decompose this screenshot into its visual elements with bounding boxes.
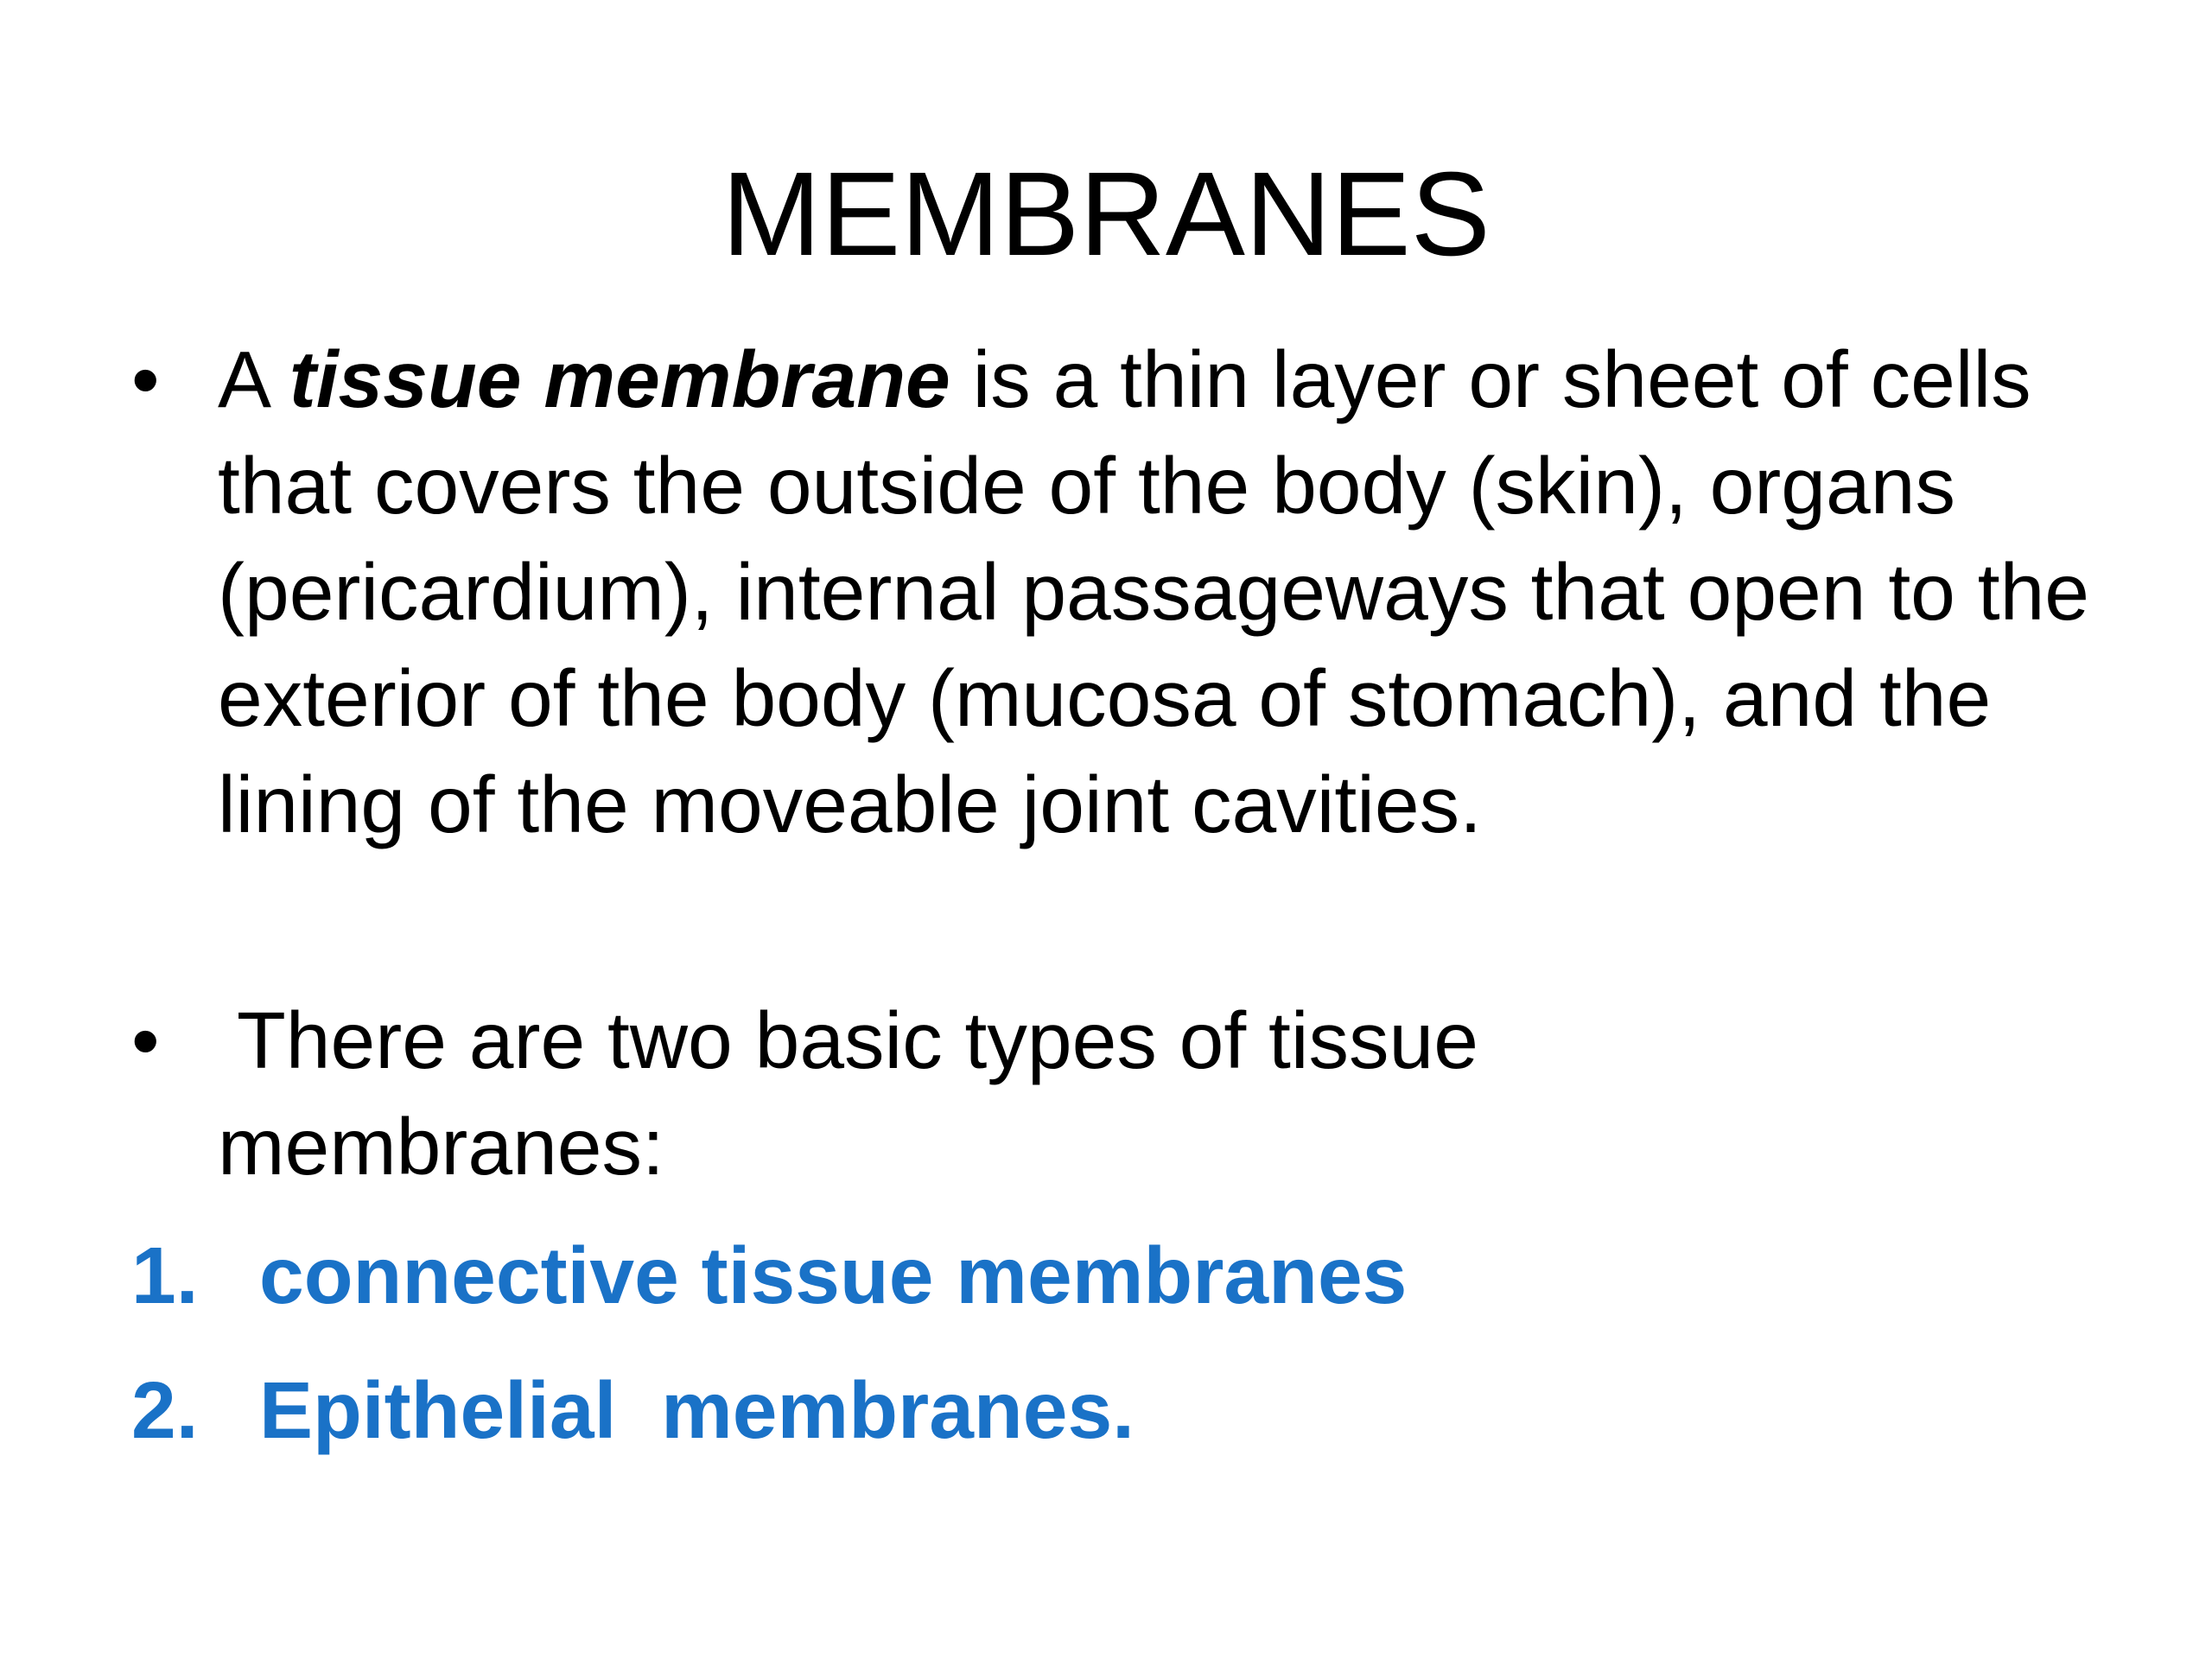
bullet-body: There are two basic types of tissue — [237, 995, 1479, 1085]
slide-title: MEMBRANES — [721, 148, 1491, 281]
bullet-marker: • — [131, 334, 160, 424]
list-number: 1. — [131, 1230, 199, 1320]
bullet-body: is a thin layer or sheet of cells that covers the outside of the body (skin), organs (pericardium), internal passageways that open to the exterior of the body (mucosa of stomach), and the lining of the moveable joint cavities. — [218, 334, 2090, 849]
bullet-text — [218, 327, 2119, 858]
list-number: 2. — [131, 1365, 199, 1455]
list-label: connective tissue membranes — [259, 1230, 1408, 1320]
numbered-item-connective — [131, 1223, 1407, 1329]
key-term: tissue membrane — [289, 334, 950, 424]
bullet-body-continued: membranes: — [218, 1102, 664, 1192]
bullet-marker: • — [131, 995, 160, 1085]
bullet-item-definition — [131, 327, 2119, 858]
bullet-text — [218, 988, 2119, 1200]
bullet-item-types — [131, 988, 2119, 1200]
numbered-item-epithelial — [131, 1357, 1135, 1464]
list-label: Epithelial membranes. — [259, 1365, 1135, 1455]
bullet-prefix: A — [218, 334, 289, 424]
